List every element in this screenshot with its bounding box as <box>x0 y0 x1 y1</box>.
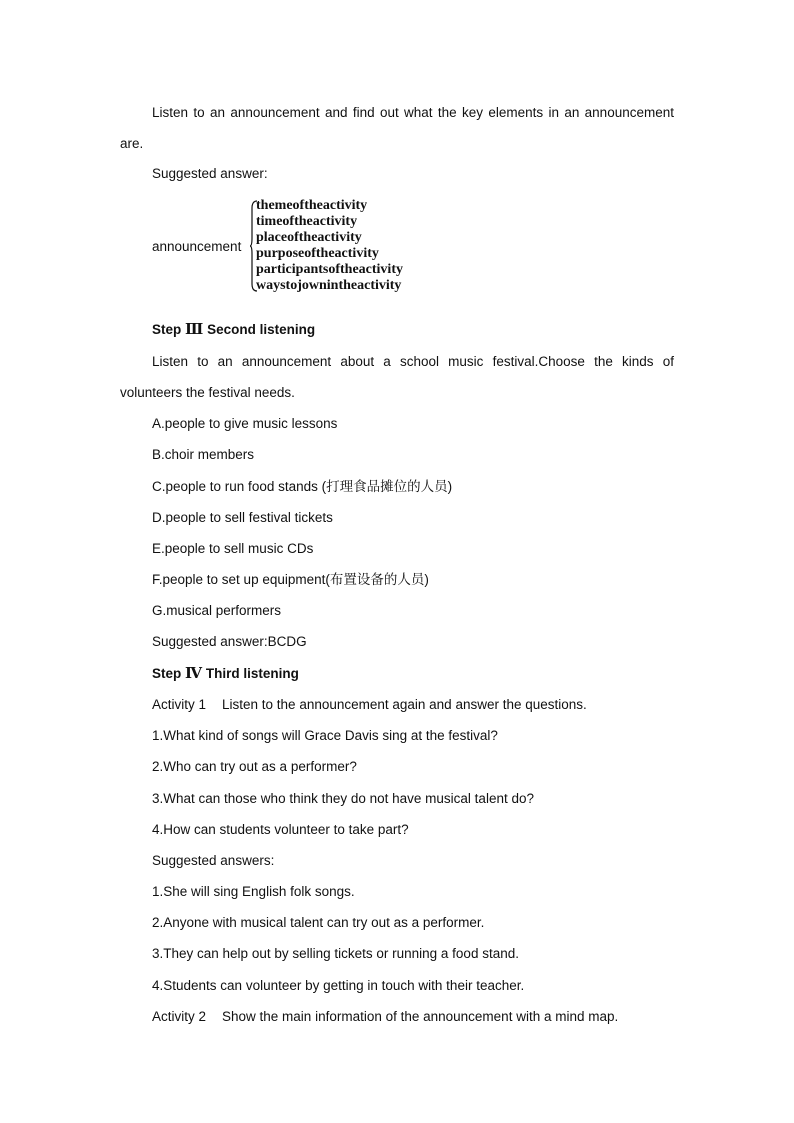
answers-label: Suggested answers: <box>152 853 275 868</box>
mindmap-root: announcement <box>152 239 242 254</box>
step3-answer: Suggested answer:BCDG <box>152 634 307 649</box>
question-item: 4.How can students volunteer to take part? <box>152 822 409 837</box>
option-item: D.people to sell festival tickets <box>152 510 333 525</box>
activity1: Activity 1 Listen to the announcement again and answer the questions. <box>152 697 587 712</box>
intro-instruction: Listen to an announcement and find out what the key elements in an announcement are. <box>120 105 674 151</box>
question-item: 1.What kind of songs will Grace Davis sing at the festival? <box>152 728 498 743</box>
question-item: 3.What can those who think they do not have musical talent do? <box>152 791 534 806</box>
mindmap-item: participantsoftheactivity <box>256 262 403 277</box>
question-item: 2.Who can try out as a performer? <box>152 759 357 774</box>
mindmap-item: timeoftheactivity <box>256 214 358 229</box>
mindmap-item: waystojownintheactivity <box>256 278 402 293</box>
option-item: F.people to set up equipment(布置设备的人员) <box>152 572 429 587</box>
mindmap-item: placeoftheactivity <box>256 230 362 245</box>
step3-instruction: Listen to an announcement about a school music festival.Choose the kinds of volunteers the festival needs. <box>120 354 674 400</box>
answer-item: 4.Students can volunteer by getting in touch with their teacher. <box>152 978 525 993</box>
step4-heading: Step Ⅳ Third listening <box>152 666 299 682</box>
answer-item: 2.Anyone with musical talent can try out as a performer. <box>152 915 485 930</box>
option-item: E.people to sell music CDs <box>152 541 314 556</box>
mindmap-items <box>256 198 496 294</box>
mindmap-item: themeoftheactivity <box>256 198 368 213</box>
mindmap-item: purposeoftheactivity <box>256 246 379 261</box>
step3-heading: Step Ⅲ Second listening <box>152 322 316 338</box>
answer-item: 1.She will sing English folk songs. <box>152 884 355 899</box>
option-item: G.musical performers <box>152 603 282 618</box>
option-item: B.choir members <box>152 447 255 462</box>
answer-item: 3.They can help out by selling tickets or running a food stand. <box>152 946 519 961</box>
option-item: C.people to run food stands (打理食品摊位的人员) <box>152 479 453 494</box>
activity2: Activity 2 Show the main information of the announcement with a mind map. <box>152 1009 619 1024</box>
option-item: A.people to give music lessons <box>152 416 338 431</box>
intro-suggested-label: Suggested answer: <box>152 166 268 181</box>
